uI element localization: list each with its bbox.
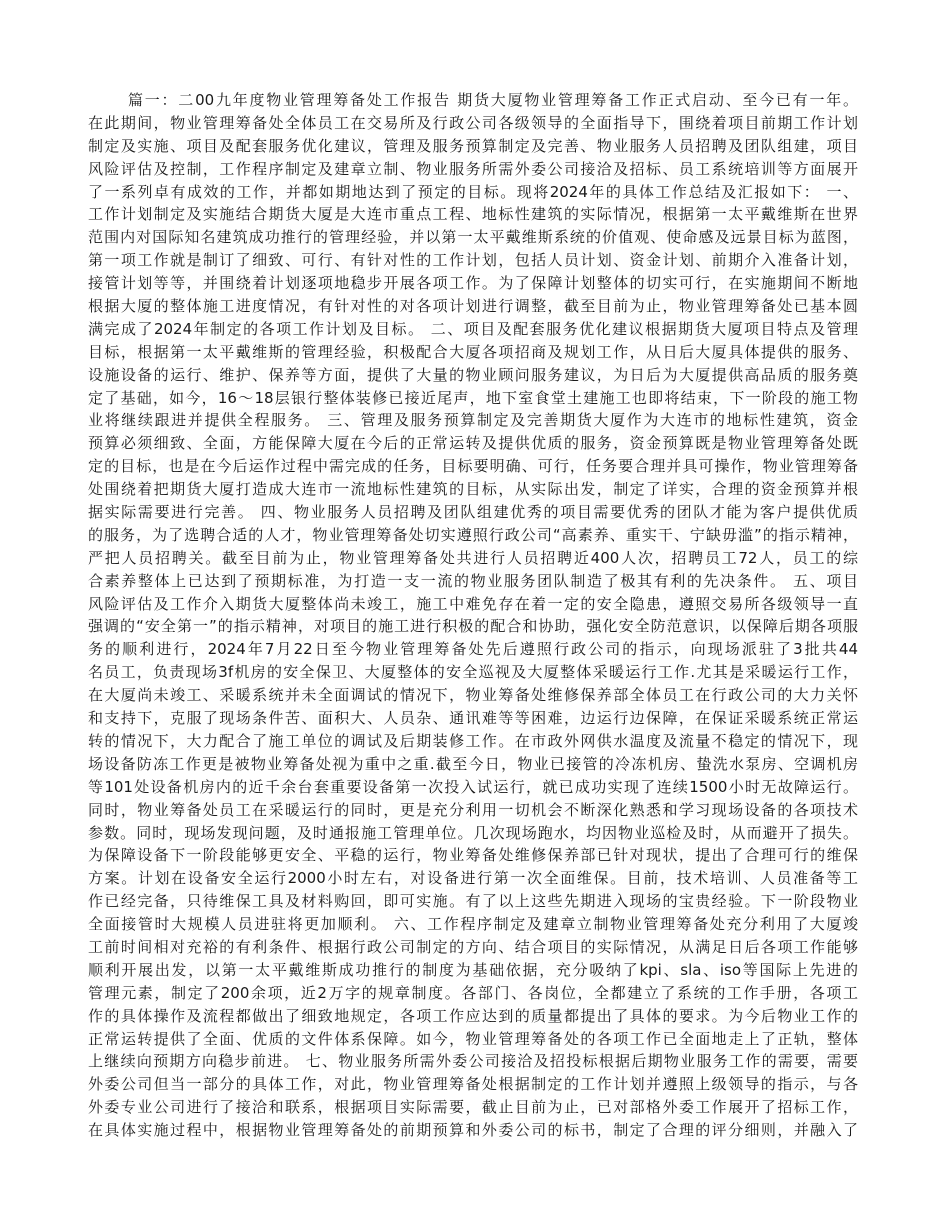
text-line: 设施设备的运行、维护、保养等方面，提供了大量的物业顾问服务建议，为日后为大厦提供高品质的服务奠 (88, 365, 858, 384)
text-line: 转的情况下，大力配合了施工单位的调试及后期装修工作。在市政外网供水温度及流量不稳定的情况下，现 (88, 731, 858, 750)
text-line: 和支持下，克服了现场条件苦、面积大、人员杂、通讯难等等困难，边运行边保障，在保证采暖系统正常运 (88, 709, 858, 728)
text-line: 为保障设备下一阶段能够更安全、平稳的运行，物业筹备处维修保养部已针对现状，提出了合理可行的维保 (88, 846, 858, 865)
text-line: 务的顺利进行，2024年7月22日至今物业管理筹备处先后遵照行政公司的指示，向现场派驻了3批共44 (88, 640, 858, 659)
text-line: 风险评估及工作介入期货大厦整体尚未竣工，施工中难免存在着一定的安全隐患，遵照交易所各级领导一直 (88, 594, 858, 613)
text-line: 在此期间，物业管理筹备处全体员工在交易所及行政公司各级领导的全面指导下，围绕着项目前期工作计划 (88, 113, 858, 132)
text-line: 顺利开展出发，以第一太平戴维斯成功推行的制度为基础依据，充分吸纳了kpi、sla、iso等国际上先进的 (88, 960, 858, 979)
text-line: 工作计划制定及实施结合期货大厦是大连市重点工程、地标性建筑的实际情况，根据第一太平戴维斯在世界 (88, 205, 858, 224)
text-line: 参数。同时，现场发现问题，及时通报施工管理单位。几次现场跑水，均因物业巡检及时，从而避开了损失。 (88, 823, 858, 842)
text-line: 全面接管时大规模人员进驻将更加顺利。 六、工作程序制定及建章立制物业管理筹备处充分利用了大厦竣 (88, 915, 858, 934)
text-line: 在具体实施过程中，根据物业管理筹备处的前期预算和外委公司的标书，制定了合理的评分细则，并融入了 (88, 1121, 858, 1140)
text-line: 定的目标，也是在今后运作过程中需完成的任务，目标要明确、可行，任务要合理并具可操作，物业管理筹备 (88, 457, 858, 476)
text-line: 外委公司但当一部分的具体工作，对此，物业管理筹备处根据制定的工作计划并遵照上级领导的指示，与各 (88, 1075, 858, 1094)
text-line: 外委专业公司进行了接洽和联系，根据项目实际需要，截止目前为止，已对部格外委工作展开了招标工作， (88, 1098, 858, 1117)
text-line: 预算必须细致、全面，方能保障大厦在今后的正常运转及提供优质的服务，资金预算既是物业管理筹备处既 (88, 434, 858, 453)
document-body (88, 89, 858, 1142)
text-line: 在大厦尚未竣工、采暖系统并未全面调试的情况下，物业筹备处维修保养部全体员工在行政公司的大力关怀 (88, 686, 858, 705)
text-line: 第一项工作就是制订了细致、可行、有针对性的工作计划，包括人员计划、资金计划、前期介入准备计划， (88, 251, 858, 270)
text-line: 工前时间相对充裕的有利条件、根据行政公司制定的方向、结合项目的实际情况，从满足日后各项工作能够 (88, 937, 858, 956)
text-line: 方案。计划在设备安全运行2000小时左右，对设备进行第一次全面维保。目前，技术培训、人员准备等工 (88, 869, 858, 888)
text-line: 篇一：二00九年度物业管理筹备处工作报告 期货大厦物业管理筹备工作正式启动、至今已有一年。 (128, 91, 858, 109)
text-line: 范围内对国际知名建筑成功推行的管理经验，并以第一太平戴维斯系统的价值观、使命感及远景目标为蓝图， (88, 228, 858, 247)
text-line: 作已经完备，只待维保工具及材料购回，即可实施。有了以上这些先期进入现场的宝贵经验。下一阶段物业 (88, 892, 858, 911)
text-line: 处围绕着把期货大厦打造成大连市一流地标性建筑的目标，从实际出发，制定了详实，合理的资金预算并根 (88, 480, 858, 499)
text-line: 业将继续跟进并提供全程服务。 三、管理及服务预算制定及完善期货大厦作为大连市的地标性建筑，资金 (88, 411, 858, 430)
text-line: 满完成了2024年制定的各项工作计划及目标。 二、项目及配套服务优化建议根据期货大厦项目特点及管理 (88, 319, 858, 338)
text-line: 据实际需要进行完善。 四、物业服务人员招聘及团队组建优秀的项目需要优秀的团队才能为客户提供优质 (88, 503, 858, 522)
text-line: 作的具体操作及流程都做出了细致地规定，各项工作应达到的质量都提出了具体的要求。为今后物业工作的 (88, 1006, 858, 1025)
text-line: 同时，物业筹备处员工在采暖运行的同时，更是充分利用一切机会不断深化熟悉和学习现场设备的各项技术 (88, 800, 858, 819)
text-line: 根据大厦的整体施工进度情况，有针对性的对各项计划进行调整，截至目前为止，物业管理筹备处已基本圆 (88, 297, 858, 316)
text-line: 名员工，负责现场3f机房的安全保卫、大厦整体的安全巡视及大厦整体采暖运行工作.尤其是采暖运行工作， (88, 663, 858, 682)
text-line: 目标，根据第一太平戴维斯的管理经验，积极配合大厦各项招商及规划工作，从日后大厦具体提供的服务、 (88, 342, 858, 361)
text-line: 制定及实施、项目及配套服务优化建议，管理及服务预算制定及完善、物业服务人员招聘及团队组建，项目 (88, 136, 858, 155)
text-line: 定了基础，如今，16～18层银行整体装修已接近尾声，地下室食堂土建施工也即将结束，下一阶段的施工物 (88, 388, 858, 407)
text-line: 了一系列卓有成效的工作，并都如期地达到了预定的目标。现将2024年的具体工作总结及汇报如下： 一、 (88, 182, 858, 201)
text-line: 上继续向预期方向稳步前进。 七、物业服务所需外委公司接洽及招投标根据后期物业服务工作的需要，需要 (88, 1052, 858, 1071)
text-line: 正常运转提供了全面、优质的文件体系保障。如今，物业管理筹备处的各项工作已全面地走上了正轨，整体 (88, 1029, 858, 1048)
text-line: 严把人员招聘关。截至目前为止，物业管理筹备处共进行人员招聘近400人次，招聘员工72人，员工的综 (88, 548, 858, 567)
text-line: 的服务，为了选聘合适的人才，物业管理筹备处切实遵照行政公司“高素养、重实干、宁缺毋滥”的指示精神， (88, 525, 858, 544)
text-line: 风险评估及控制，工作程序制定及建章立制、物业服务所需外委公司接洽及招标、员工系统培训等方面展开 (88, 159, 858, 178)
text-line: 接管计划等等，并围绕着计划逐项地稳步开展各项工作。为了保障计划整体的切实可行，在实施期间不断地 (88, 274, 858, 293)
text-line: 合素养整体上已达到了预期标准，为打造一支一流的物业服务团队制造了极其有利的先决条件。 五、项目 (88, 571, 858, 590)
text-line: 等101处设备机房内的近千余台套重要设备第一次投入试运行，就已成功实现了连续1500小时无故障运行。 (88, 777, 858, 796)
text-line: 强调的“安全第一”的指示精神，对项目的施工进行积极的配合和协助，强化安全防范意识，以保障后期各项服 (88, 617, 858, 636)
text-line: 管理元素，制定了200余项，近2万字的规章制度。各部门、各岗位，全都建立了系统的工作手册，各项工 (88, 983, 858, 1002)
text-line: 场设备防冻工作更是被物业筹备处视为重中之重.截至今日，物业已接管的冷冻机房、蛰洗水泵房、空调机房 (88, 754, 858, 773)
